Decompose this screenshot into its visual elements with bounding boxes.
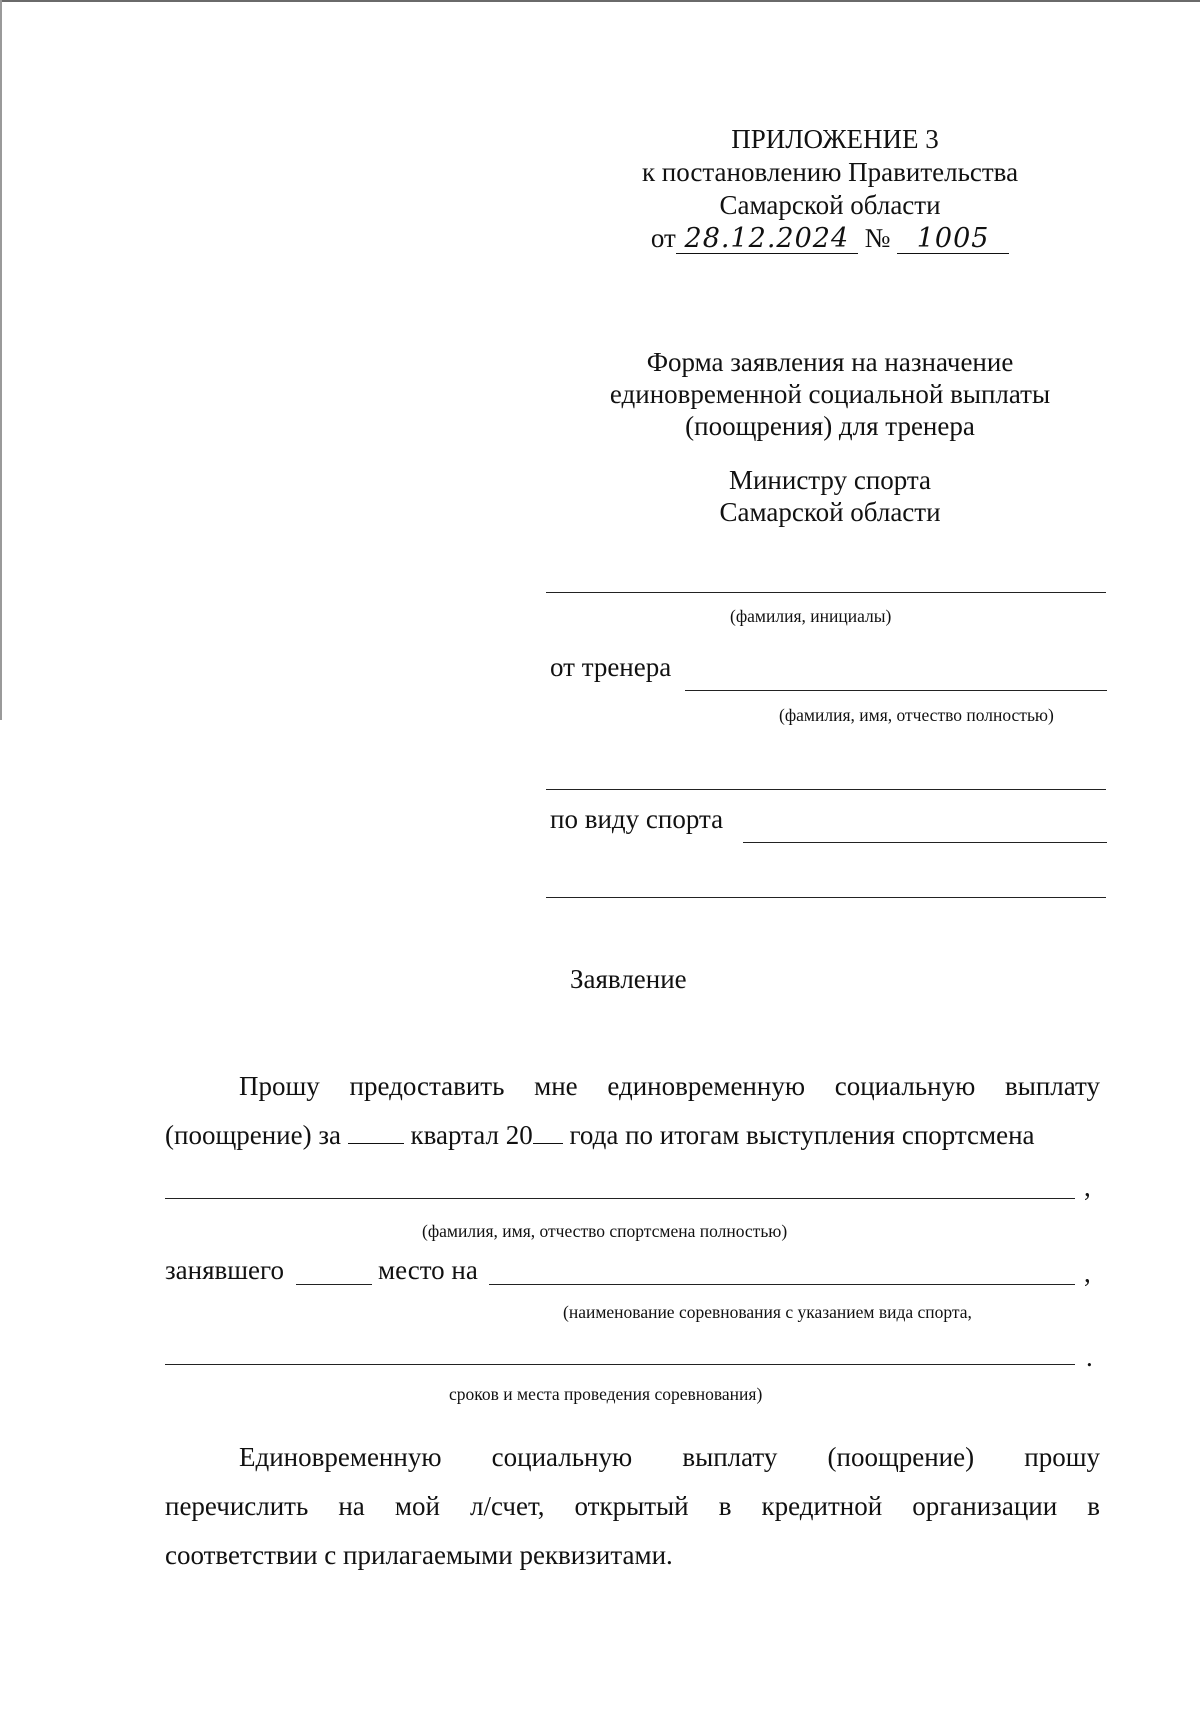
- date-prefix: от: [650, 223, 676, 253]
- competition-label: место на: [378, 1255, 478, 1285]
- decree-date-handwritten: 28.12.2024: [676, 225, 858, 254]
- recipient-caption: (фамилия, инициалы): [730, 606, 892, 626]
- form-title-line1: Форма заявления на назначение: [646, 347, 1014, 377]
- athlete-name-line[interactable]: [165, 1198, 1075, 1199]
- decree-date-number: [560, 222, 1100, 255]
- request-line2-a: (поощрение) за: [165, 1120, 341, 1150]
- appendix-title: ПРИЛОЖЕНИЕ 3: [731, 124, 939, 154]
- request-line2-c: года по итогам выступления спортсмена: [569, 1120, 1035, 1150]
- appendix-ref-line2: Самарской области: [719, 190, 941, 220]
- appendix-ref-line1: к постановлению Правительства: [641, 157, 1019, 187]
- competition-line-2[interactable]: [165, 1364, 1075, 1365]
- athlete-line-comma: ,: [1084, 1172, 1091, 1202]
- statement-heading: Заявление: [570, 964, 687, 994]
- trainer-name-line-2[interactable]: [546, 789, 1106, 790]
- competition-line[interactable]: [489, 1284, 1075, 1285]
- form-title-line2: единовременной социальной выплаты: [609, 379, 1051, 409]
- quarter-blank[interactable]: [348, 1121, 404, 1144]
- number-prefix: №: [864, 223, 891, 253]
- year-blank[interactable]: [533, 1121, 563, 1144]
- trainer-caption: (фамилия, имя, отчество полностью): [779, 705, 1054, 725]
- place-blank[interactable]: [296, 1284, 372, 1285]
- sport-line-2[interactable]: [546, 897, 1106, 898]
- form-title-line3: (поощрения) для тренера: [685, 411, 975, 441]
- form-title: [560, 346, 1100, 442]
- recipient-name-line[interactable]: [546, 592, 1106, 593]
- request-line2-b: квартал 20: [410, 1120, 533, 1150]
- addressee-line2: Самарской области: [719, 497, 941, 527]
- athlete-caption: (фамилия, имя, отчество спортсмена полностью): [422, 1221, 788, 1241]
- payment-line1: Единовременную социальную выплату (поощрение) прошу: [239, 1442, 1100, 1472]
- sport-line[interactable]: [743, 842, 1107, 843]
- scan-border-top: [0, 0, 1200, 2]
- addressee-line1: Министру спорта: [728, 465, 932, 495]
- place-label: занявшего: [165, 1255, 284, 1285]
- appendix-header: [560, 123, 1100, 255]
- request-line2: [165, 1120, 1100, 1151]
- payment-line2: перечислить на мой л/счет, открытый в кредитной организации в: [165, 1491, 1100, 1521]
- payment-line3: соответствии с прилагаемыми реквизитами.: [165, 1540, 673, 1570]
- request-line1: Прошу предоставить мне единовременную социальную выплату: [239, 1071, 1100, 1101]
- addressee: [560, 464, 1100, 528]
- from-trainer-label: от тренера: [550, 652, 672, 682]
- competition-line-period: .: [1086, 1342, 1093, 1372]
- competition-caption-1: (наименование соревнования с указанием вида спорта,: [563, 1302, 972, 1322]
- scan-border-left: [0, 0, 2, 720]
- competition-line-comma: ,: [1084, 1258, 1091, 1288]
- decree-number-handwritten: 1005: [897, 225, 1009, 254]
- trainer-name-line[interactable]: [685, 690, 1107, 691]
- competition-caption-2: сроков и места проведения соревнования): [449, 1384, 763, 1404]
- sport-label: по виду спорта: [550, 804, 724, 834]
